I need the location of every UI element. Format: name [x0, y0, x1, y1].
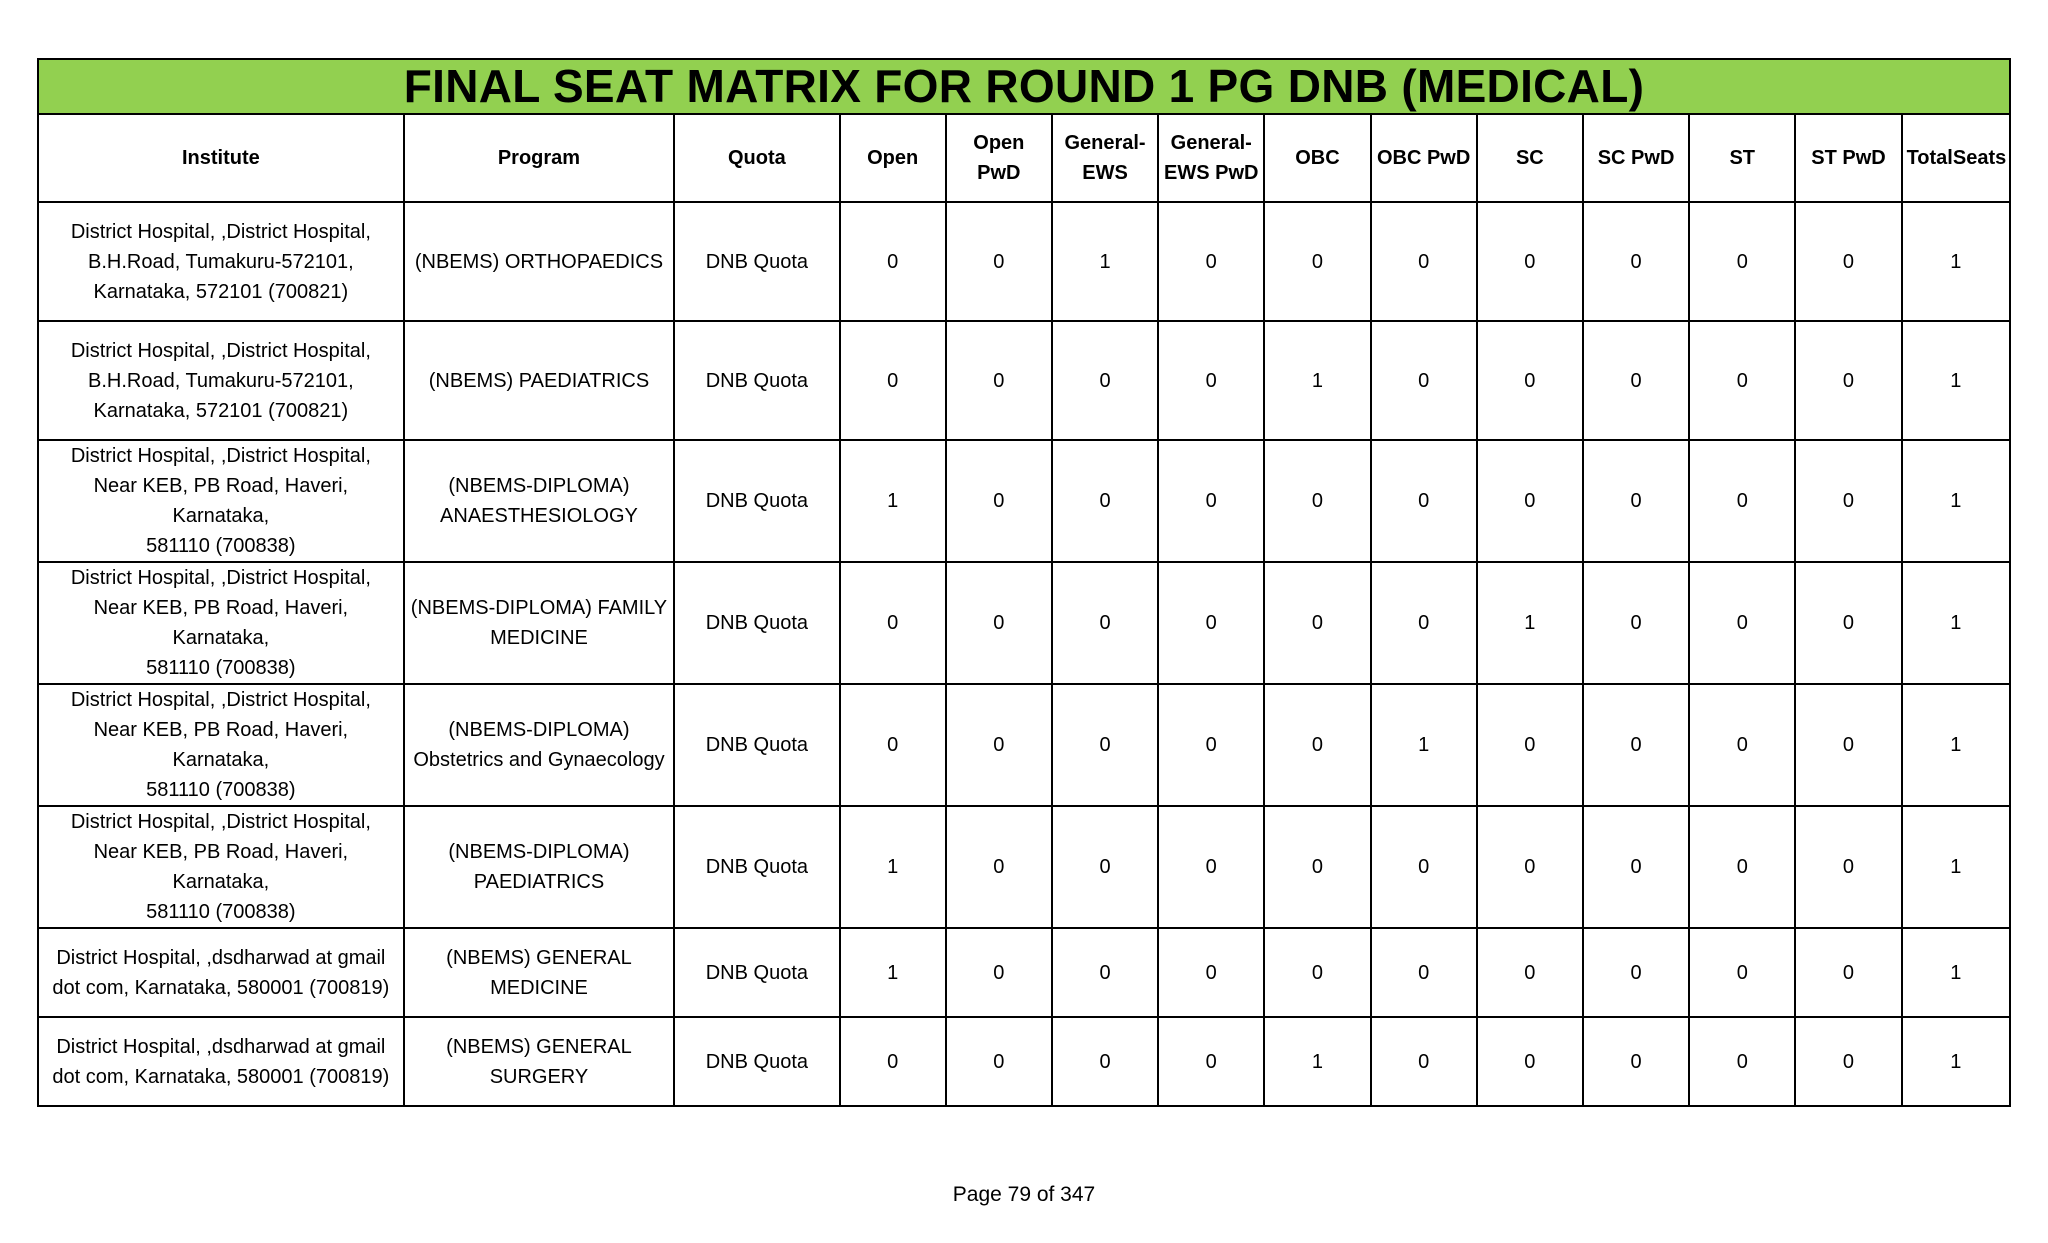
table-row: [38, 684, 2010, 806]
seat-count-cell: 1: [1902, 321, 2010, 440]
seat-count-cell: 1: [1052, 202, 1158, 321]
quota-cell: DNB Quota: [674, 1017, 839, 1106]
seat-count-cell: 0: [1371, 202, 1477, 321]
column-header: ST PwD: [1795, 114, 1901, 202]
seat-count-cell: 1: [1902, 440, 2010, 562]
seat-count-cell: 0: [1371, 321, 1477, 440]
column-header: SC PwD: [1583, 114, 1689, 202]
seat-count-cell: 0: [1583, 1017, 1689, 1106]
table-row: [38, 440, 2010, 562]
seat-count-cell: 0: [1158, 1017, 1264, 1106]
table-title: FINAL SEAT MATRIX FOR ROUND 1 PG DNB (MEDICAL): [38, 59, 2010, 114]
seat-count-cell: 0: [1264, 806, 1370, 928]
table-body: [38, 202, 2010, 1106]
seat-count-cell: 0: [1689, 1017, 1795, 1106]
column-header: Quota: [674, 114, 839, 202]
quota-cell: DNB Quota: [674, 928, 839, 1017]
table-row: [38, 202, 2010, 321]
seat-count-cell: 0: [1052, 928, 1158, 1017]
column-header: OBC PwD: [1371, 114, 1477, 202]
seat-count-cell: 0: [1583, 806, 1689, 928]
seat-count-cell: 0: [1477, 202, 1583, 321]
quota-cell: DNB Quota: [674, 202, 839, 321]
seat-count-cell: 0: [946, 684, 1052, 806]
table-row: [38, 1017, 2010, 1106]
program-cell: (NBEMS) ORTHOPAEDICS: [404, 202, 675, 321]
quota-cell: DNB Quota: [674, 562, 839, 684]
quota-cell: DNB Quota: [674, 684, 839, 806]
seat-count-cell: 0: [1477, 806, 1583, 928]
seat-count-cell: 0: [1583, 562, 1689, 684]
seat-count-cell: 0: [1795, 684, 1901, 806]
seat-count-cell: 0: [1158, 684, 1264, 806]
seat-count-cell: 0: [1371, 440, 1477, 562]
quota-cell: DNB Quota: [674, 321, 839, 440]
institute-cell: District Hospital, ,District Hospital, B.H.Road, Tumakuru-572101, Karnataka, 572101 (700821): [38, 321, 404, 440]
seat-count-cell: 0: [1689, 440, 1795, 562]
seat-count-cell: 0: [840, 684, 946, 806]
program-cell: (NBEMS) GENERAL MEDICINE: [404, 928, 675, 1017]
seat-count-cell: 1: [1902, 562, 2010, 684]
seat-count-cell: 0: [946, 562, 1052, 684]
column-header: ST: [1689, 114, 1795, 202]
seat-count-cell: 0: [1052, 562, 1158, 684]
seat-count-cell: 0: [1689, 806, 1795, 928]
column-header: Open PwD: [946, 114, 1052, 202]
seat-count-cell: 0: [840, 1017, 946, 1106]
seat-count-cell: 0: [1371, 1017, 1477, 1106]
seat-count-cell: 0: [1371, 806, 1477, 928]
seat-count-cell: 0: [1583, 440, 1689, 562]
seat-count-cell: 0: [840, 202, 946, 321]
seat-count-cell: 0: [1689, 684, 1795, 806]
seat-count-cell: 0: [1158, 928, 1264, 1017]
seat-count-cell: 0: [840, 321, 946, 440]
seat-count-cell: 0: [1583, 928, 1689, 1017]
seat-count-cell: 0: [1795, 806, 1901, 928]
seat-count-cell: 0: [946, 321, 1052, 440]
quota-cell: DNB Quota: [674, 806, 839, 928]
seat-count-cell: 0: [1477, 928, 1583, 1017]
seat-count-cell: 1: [1264, 1017, 1370, 1106]
seat-count-cell: 1: [840, 806, 946, 928]
institute-cell: District Hospital, ,District Hospital, Near KEB, PB Road, Haveri, Karnataka, 581110 (700838): [38, 806, 404, 928]
seat-count-cell: 0: [1052, 684, 1158, 806]
seat-count-cell: 0: [840, 562, 946, 684]
program-cell: (NBEMS-DIPLOMA) ANAESTHESIOLOGY: [404, 440, 675, 562]
seat-count-cell: 0: [1689, 928, 1795, 1017]
institute-cell: District Hospital, ,dsdharwad at gmail dot com, Karnataka, 580001 (700819): [38, 1017, 404, 1106]
table-row: [38, 928, 2010, 1017]
column-header: TotalSeats: [1902, 114, 2010, 202]
seat-count-cell: 0: [946, 928, 1052, 1017]
institute-cell: District Hospital, ,District Hospital, Near KEB, PB Road, Haveri, Karnataka, 581110 (700838): [38, 684, 404, 806]
seat-count-cell: 1: [1371, 684, 1477, 806]
seat-count-cell: 0: [1052, 440, 1158, 562]
seat-count-cell: 0: [1477, 1017, 1583, 1106]
program-cell: (NBEMS-DIPLOMA) PAEDIATRICS: [404, 806, 675, 928]
institute-cell: District Hospital, ,dsdharwad at gmail dot com, Karnataka, 580001 (700819): [38, 928, 404, 1017]
seat-count-cell: 0: [946, 202, 1052, 321]
seat-count-cell: 0: [1795, 928, 1901, 1017]
institute-cell: District Hospital, ,District Hospital, B.H.Road, Tumakuru-572101, Karnataka, 572101 (700821): [38, 202, 404, 321]
column-header: Institute: [38, 114, 404, 202]
seat-count-cell: 1: [1264, 321, 1370, 440]
seat-count-cell: 1: [840, 440, 946, 562]
seat-count-cell: 0: [1052, 806, 1158, 928]
seat-count-cell: 0: [1795, 202, 1901, 321]
seat-count-cell: 0: [1795, 1017, 1901, 1106]
seat-count-cell: 1: [1902, 806, 2010, 928]
column-header: OBC: [1264, 114, 1370, 202]
institute-cell: District Hospital, ,District Hospital, Near KEB, PB Road, Haveri, Karnataka, 581110 (700838): [38, 562, 404, 684]
column-header: Open: [840, 114, 946, 202]
seat-count-cell: 0: [1795, 562, 1901, 684]
seat-count-cell: 0: [1689, 562, 1795, 684]
table-row: [38, 321, 2010, 440]
table-row: [38, 562, 2010, 684]
seat-count-cell: 1: [1902, 684, 2010, 806]
seat-count-cell: 1: [1902, 1017, 2010, 1106]
seat-count-cell: 0: [1158, 806, 1264, 928]
institute-cell: District Hospital, ,District Hospital, Near KEB, PB Road, Haveri, Karnataka, 581110 (700838): [38, 440, 404, 562]
column-header: SC: [1477, 114, 1583, 202]
seat-count-cell: 0: [1795, 321, 1901, 440]
seat-count-cell: 0: [1477, 440, 1583, 562]
seat-count-cell: 0: [1583, 202, 1689, 321]
seat-count-cell: 0: [1158, 202, 1264, 321]
seat-count-cell: 0: [1689, 202, 1795, 321]
seat-count-cell: 0: [1371, 562, 1477, 684]
seat-count-cell: 1: [1477, 562, 1583, 684]
table-row: [38, 806, 2010, 928]
seat-count-cell: 0: [1264, 440, 1370, 562]
seat-count-cell: 0: [1795, 440, 1901, 562]
seat-count-cell: 0: [1477, 321, 1583, 440]
column-header: General- EWS: [1052, 114, 1158, 202]
quota-cell: DNB Quota: [674, 440, 839, 562]
seat-count-cell: 1: [840, 928, 946, 1017]
seat-count-cell: 0: [946, 1017, 1052, 1106]
header-row: [38, 114, 2010, 202]
column-header: Program: [404, 114, 675, 202]
seat-count-cell: 0: [1583, 684, 1689, 806]
seat-count-cell: 0: [1264, 928, 1370, 1017]
seat-count-cell: 1: [1902, 202, 2010, 321]
seat-count-cell: 0: [1689, 321, 1795, 440]
seat-count-cell: 0: [1264, 562, 1370, 684]
seat-count-cell: 0: [1052, 321, 1158, 440]
seat-count-cell: 0: [1264, 684, 1370, 806]
seat-matrix-table: [37, 58, 2011, 1107]
seat-count-cell: 0: [1371, 928, 1477, 1017]
program-cell: (NBEMS-DIPLOMA) FAMILY MEDICINE: [404, 562, 675, 684]
program-cell: (NBEMS-DIPLOMA) Obstetrics and Gynaecology: [404, 684, 675, 806]
seat-count-cell: 0: [1583, 321, 1689, 440]
seat-count-cell: 0: [1158, 440, 1264, 562]
program-cell: (NBEMS) PAEDIATRICS: [404, 321, 675, 440]
seat-count-cell: 0: [1158, 321, 1264, 440]
seat-count-cell: 0: [946, 440, 1052, 562]
seat-count-cell: 0: [1477, 684, 1583, 806]
seat-count-cell: 0: [1158, 562, 1264, 684]
seat-count-cell: 0: [1052, 1017, 1158, 1106]
seat-count-cell: 0: [1264, 202, 1370, 321]
seat-count-cell: 0: [946, 806, 1052, 928]
page-number: Page 79 of 347: [952, 1183, 1096, 1206]
program-cell: (NBEMS) GENERAL SURGERY: [404, 1017, 675, 1106]
seat-count-cell: 1: [1902, 928, 2010, 1017]
column-header: General- EWS PwD: [1158, 114, 1264, 202]
